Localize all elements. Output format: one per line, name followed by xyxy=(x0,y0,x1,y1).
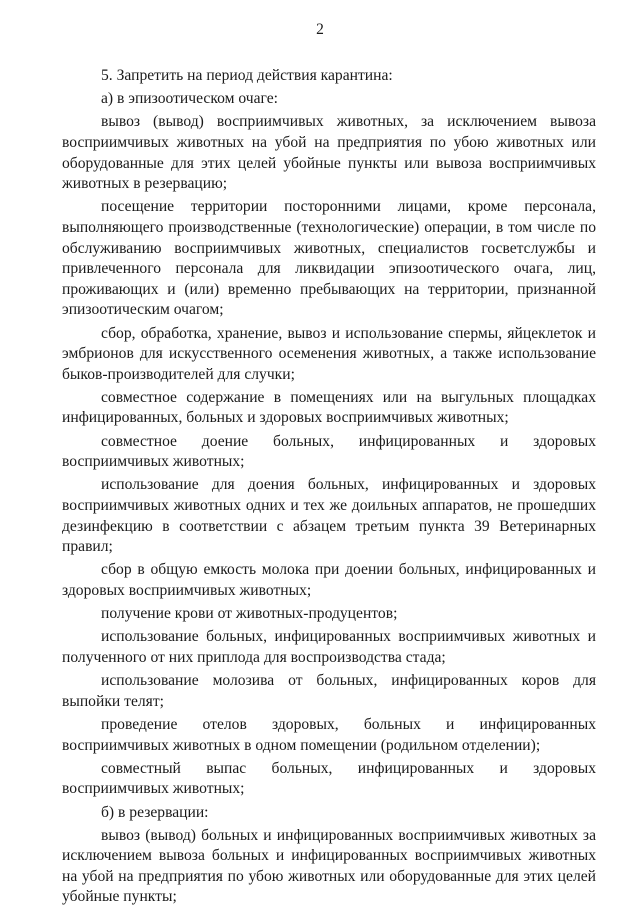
paragraph: вывоз (вывод) больных и инфицированных восприимчивых животных за исключением вывоза больных и инфицированных восприимчивых животных на убой на предприятия по убою животных или оборудованные для этих целей убойные пункты; xyxy=(62,826,596,906)
paragraph: б) в резервации: xyxy=(101,803,209,821)
paragraph: использование больных, инфицированных восприимчивых животных и полученного от них приплода для воспроизводства стада; xyxy=(62,628,596,666)
paragraph: 5. Запретить на период действия карантина: xyxy=(101,67,393,84)
paragraph: использование молозива от больных, инфицированных коров для выпойки телят; xyxy=(62,672,596,710)
paragraph: сбор в общую емкость молока при доении больных, инфицированных и здоровых восприимчивых животных; xyxy=(62,561,596,599)
paragraph: совместный выпас больных, инфицированных и здоровых восприимчивых животных; xyxy=(62,759,596,798)
paragraph: посещение территории посторонними лицами, кроме персонала, выполняющего производственные (технологические) операции, в том числе по обслуживанию восприимчивых животных, специалистов госветслужбы и привлеченного персонала для ликвидации эпизоотического очага, лиц, проживающих и (или) временно пребывающих на территории, признанной эпизоотическим очагом; xyxy=(62,198,596,319)
paragraph: сбор, обработка, хранение, вывоз и использование спермы, яйцеклеток и эмбрионов для искусственного осеменения животных, а также использование быков-производителей для случки; xyxy=(62,324,596,383)
paragraph: использование для доения больных, инфицированных и здоровых восприимчивых животных одних и тех же доильных аппаратов, не прошедших дезинфекцию в соответствии с абзацем третьим пункта 39 Ветеринарных правил; xyxy=(62,476,596,556)
paragraph: совместное доение больных, инфицированных и здоровых восприимчивых животных; xyxy=(62,432,596,471)
paragraph: вывоз (вывод) восприимчивых животных, за исключением вывоза восприимчивых животных на убой на предприятия по убою животных или оборудованные для этих целей убойные пункты или вывоза восприимчивых животных в резервацию; xyxy=(62,113,596,193)
page-number: 2 xyxy=(316,21,324,38)
paragraph: совместное содержание в помещениях или на выгульных площадках инфицированных, больных и здоровых восприимчивых животных; xyxy=(62,388,596,427)
paragraph: а) в эпизоотическом очаге: xyxy=(101,90,278,108)
paragraph: получение крови от животных-продуцентов; xyxy=(101,605,398,623)
paragraph: проведение отелов здоровых, больных и инфицированных восприимчивых животных в одном помещении (родильном отделении); xyxy=(62,715,596,754)
document-body xyxy=(62,66,596,908)
